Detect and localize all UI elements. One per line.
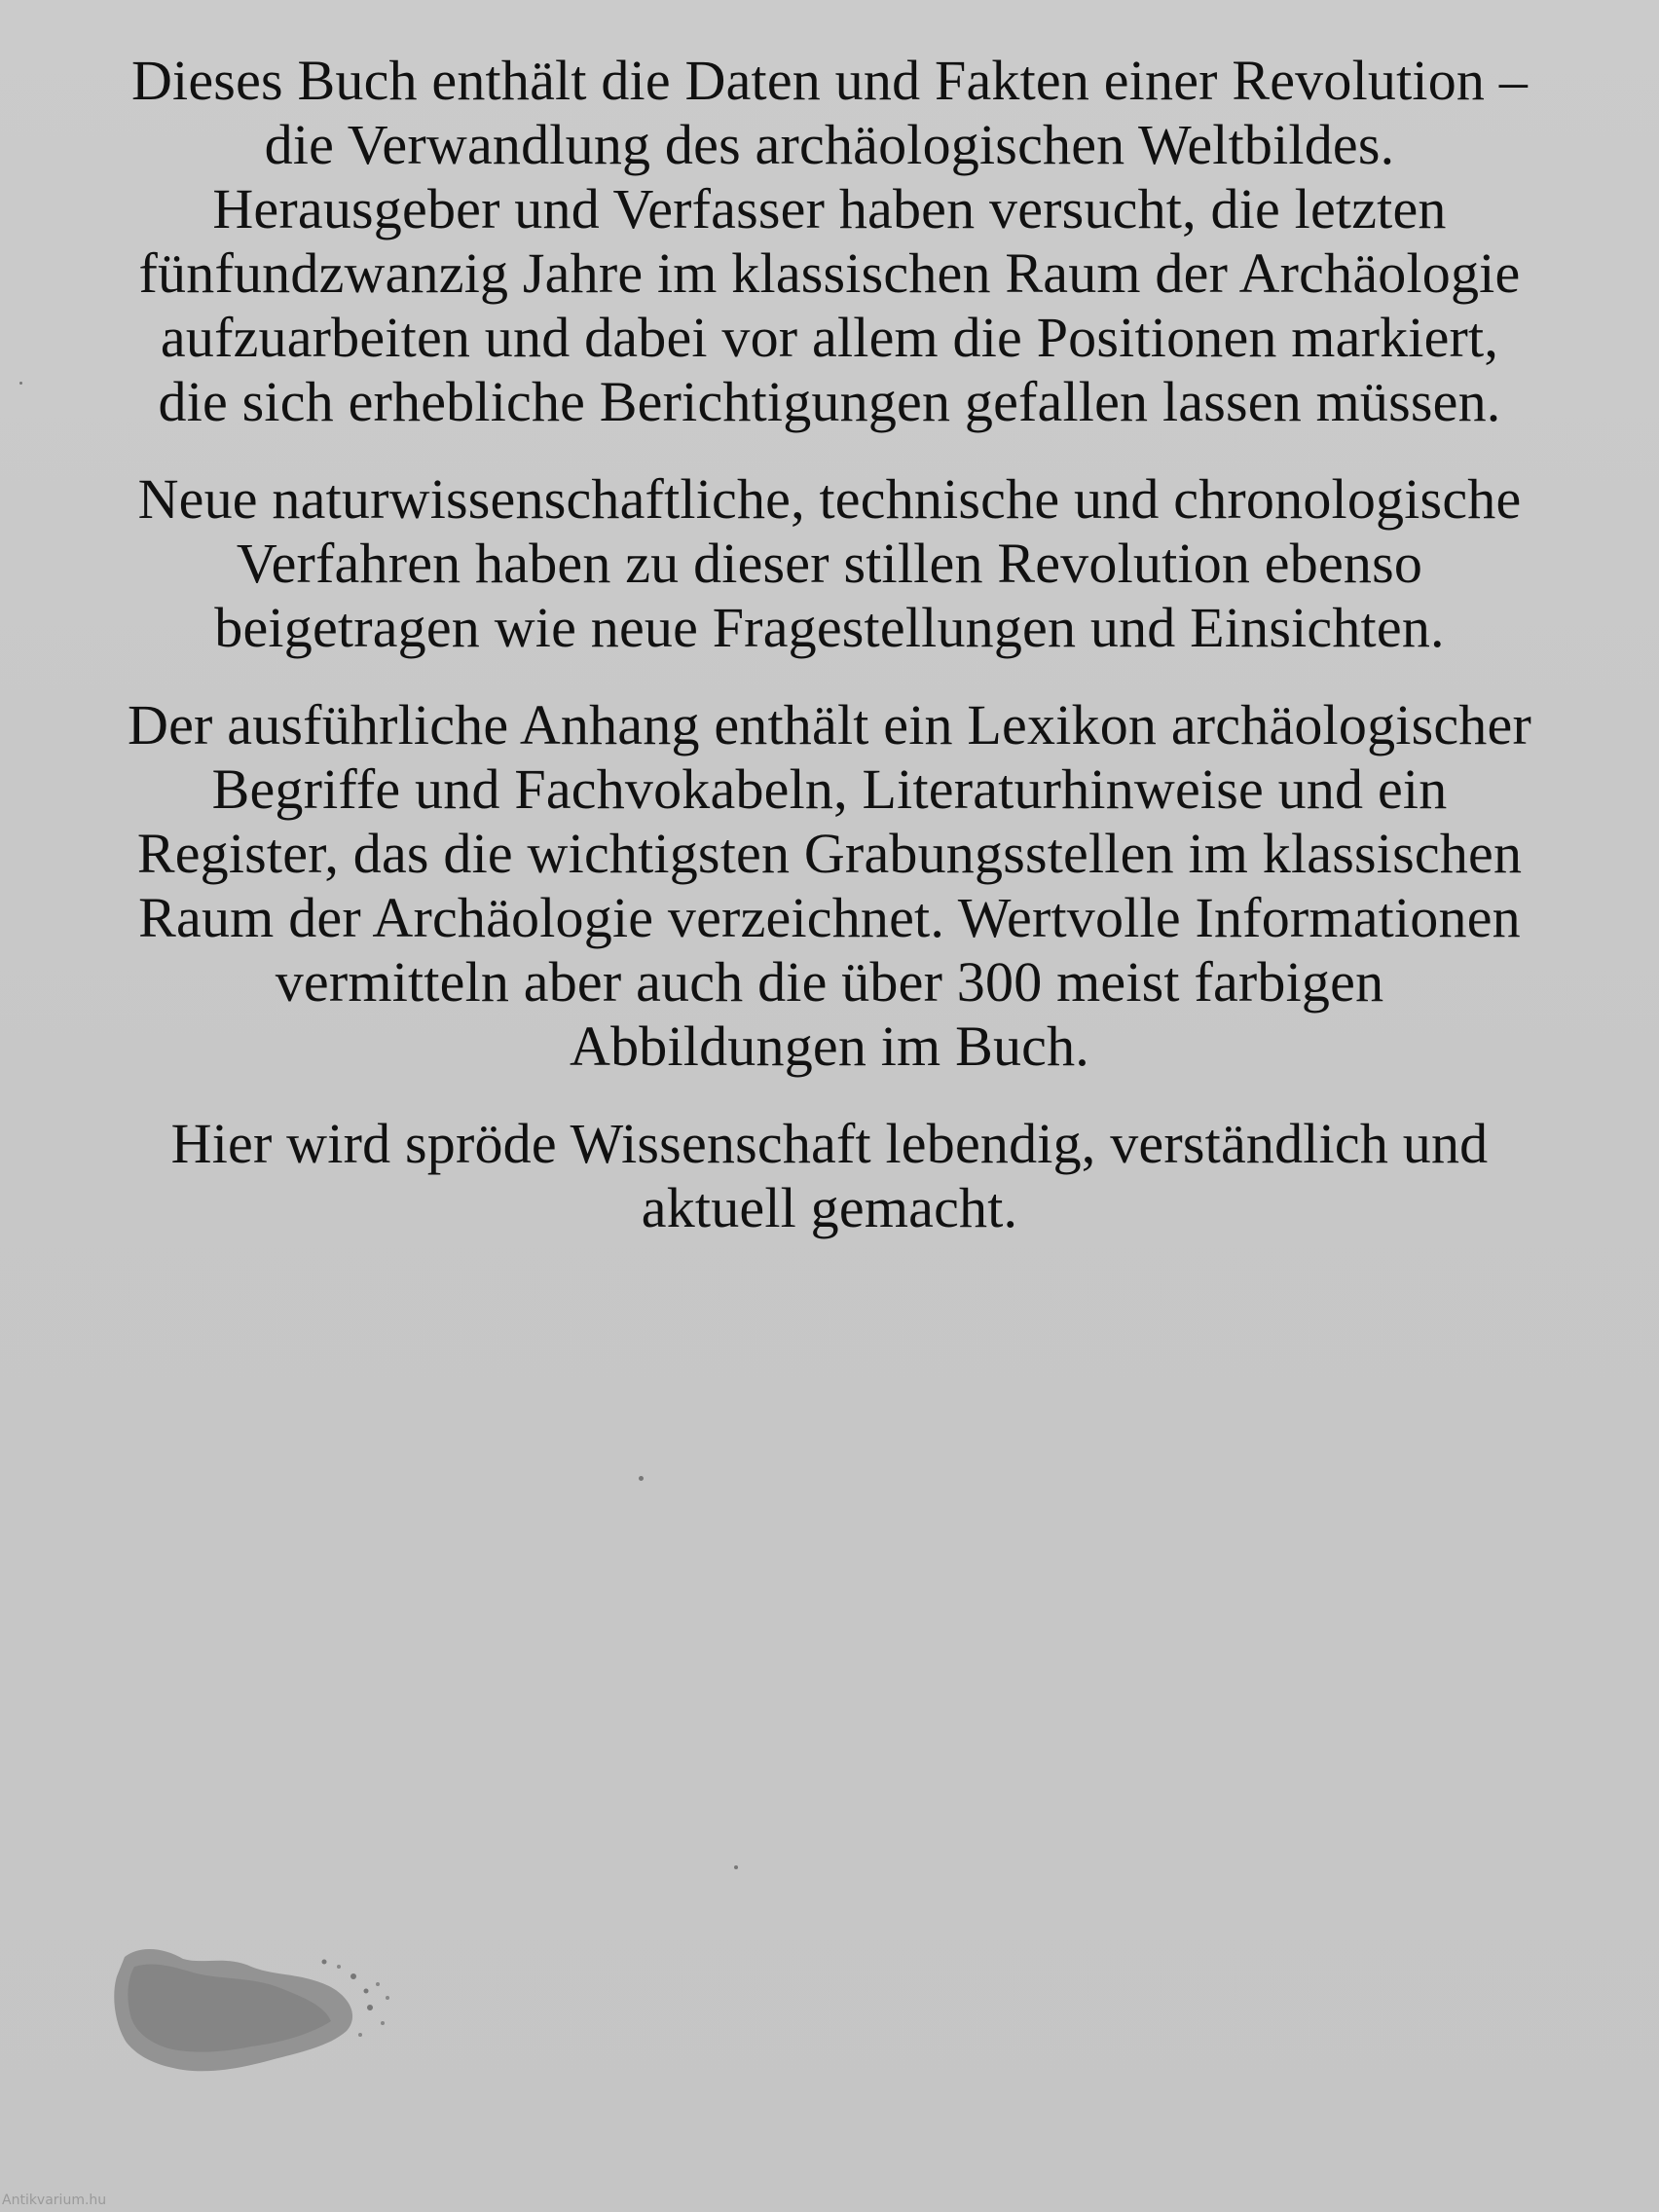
text-line: beigetragen wie neue Fragestellungen und Einsichten. xyxy=(214,596,1445,659)
paragraph-4 xyxy=(39,1112,1620,1240)
text-line: Begriffe und Fachvokabeln, Literaturhinweise und ein xyxy=(211,757,1448,821)
text-line: die Verwandlung des archäologischen Weltbildes. xyxy=(264,113,1395,176)
paragraph-2 xyxy=(39,467,1620,660)
text-line: Verfahren haben zu dieser stillen Revolution ebenso xyxy=(236,532,1423,595)
speck-mark xyxy=(19,382,22,385)
watermark-text: Antikvarium.hu xyxy=(2,2193,107,2208)
text-line: Register, das die wichtigsten Grabungsstellen im klassischen xyxy=(136,822,1523,885)
text-line: Raum der Archäologie verzeichnet. Wertvolle Informationen xyxy=(138,886,1521,949)
stain-mark xyxy=(105,1937,397,2083)
text-line: Neue naturwissenschaftliche, technische und chronologische xyxy=(137,467,1522,531)
paragraph-3 xyxy=(39,693,1620,1079)
blurb-text xyxy=(39,49,1620,1273)
text-line: aktuell gemacht. xyxy=(641,1176,1018,1239)
text-line: Herausgeber und Verfasser haben versucht, die letzten xyxy=(212,177,1447,240)
text-line: Hier wird spröde Wissenschaft lebendig, verständlich und xyxy=(170,1112,1489,1175)
speck-mark xyxy=(734,1865,738,1869)
text-line: aufzuarbeiten und dabei vor allem die Positionen markiert, xyxy=(160,306,1499,369)
text-line: Der ausführliche Anhang enthält ein Lexikon archäologischer xyxy=(128,693,1531,756)
text-line: die sich erhebliche Berichtigungen gefallen lassen müssen. xyxy=(158,370,1501,433)
text-line: Abbildungen im Buch. xyxy=(569,1014,1089,1078)
text-line: vermitteln aber auch die über 300 meist farbigen xyxy=(275,950,1384,1014)
speck-mark xyxy=(639,1476,644,1481)
text-line: fünfundzwanzig Jahre im klassischen Raum der Archäologie xyxy=(138,241,1521,305)
paragraph-1 xyxy=(39,49,1620,434)
text-line: Dieses Buch enthält die Daten und Fakten einer Revolution – xyxy=(130,49,1529,112)
